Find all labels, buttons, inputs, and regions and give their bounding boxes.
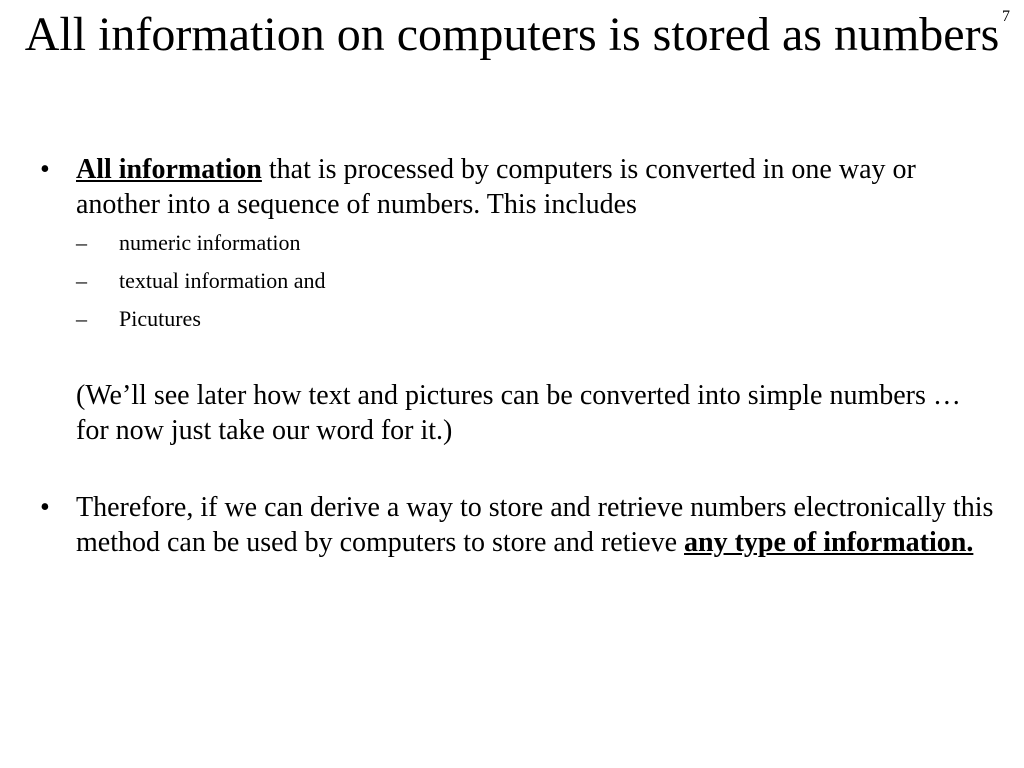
bullet-1-text: that is processed by computers is converted in one way or another into a sequence of numbers. This includes bbox=[76, 154, 916, 220]
sub-bullet-label: numeric information bbox=[119, 230, 301, 255]
bullet-marker: • bbox=[40, 492, 50, 523]
bullet-2-text: Therefore, if we can derive a way to store and retrieve numbers electronically this method can be used by computers to store and retieve bbox=[76, 492, 994, 558]
slide-number: 7 bbox=[1002, 8, 1010, 25]
sub-bullet-label: Picutures bbox=[119, 306, 201, 331]
bullet-2-emphasis: any type of information. bbox=[684, 527, 974, 558]
bullet-point-2 bbox=[40, 490, 1000, 560]
slide-title: All information on computers is stored as numbers bbox=[24, 8, 1000, 61]
slide-content bbox=[40, 152, 1000, 560]
bullet-marker: • bbox=[40, 154, 50, 185]
bullet-1-emphasis: All information bbox=[76, 154, 262, 185]
bullet-point-1 bbox=[40, 152, 1000, 222]
sub-bullet-label: textual information and bbox=[119, 268, 326, 293]
sub-bullet-item bbox=[76, 300, 1000, 338]
note-paragraph: (We’ll see later how text and pictures can be converted into simple numbers … for now just take our word for it.) bbox=[76, 380, 961, 446]
sub-bullet-list bbox=[40, 224, 1000, 338]
dash-marker: – bbox=[76, 306, 87, 331]
sub-bullet-item bbox=[76, 224, 1000, 262]
dash-marker: – bbox=[76, 230, 87, 255]
dash-marker: – bbox=[76, 268, 87, 293]
sub-bullet-item bbox=[76, 262, 1000, 300]
